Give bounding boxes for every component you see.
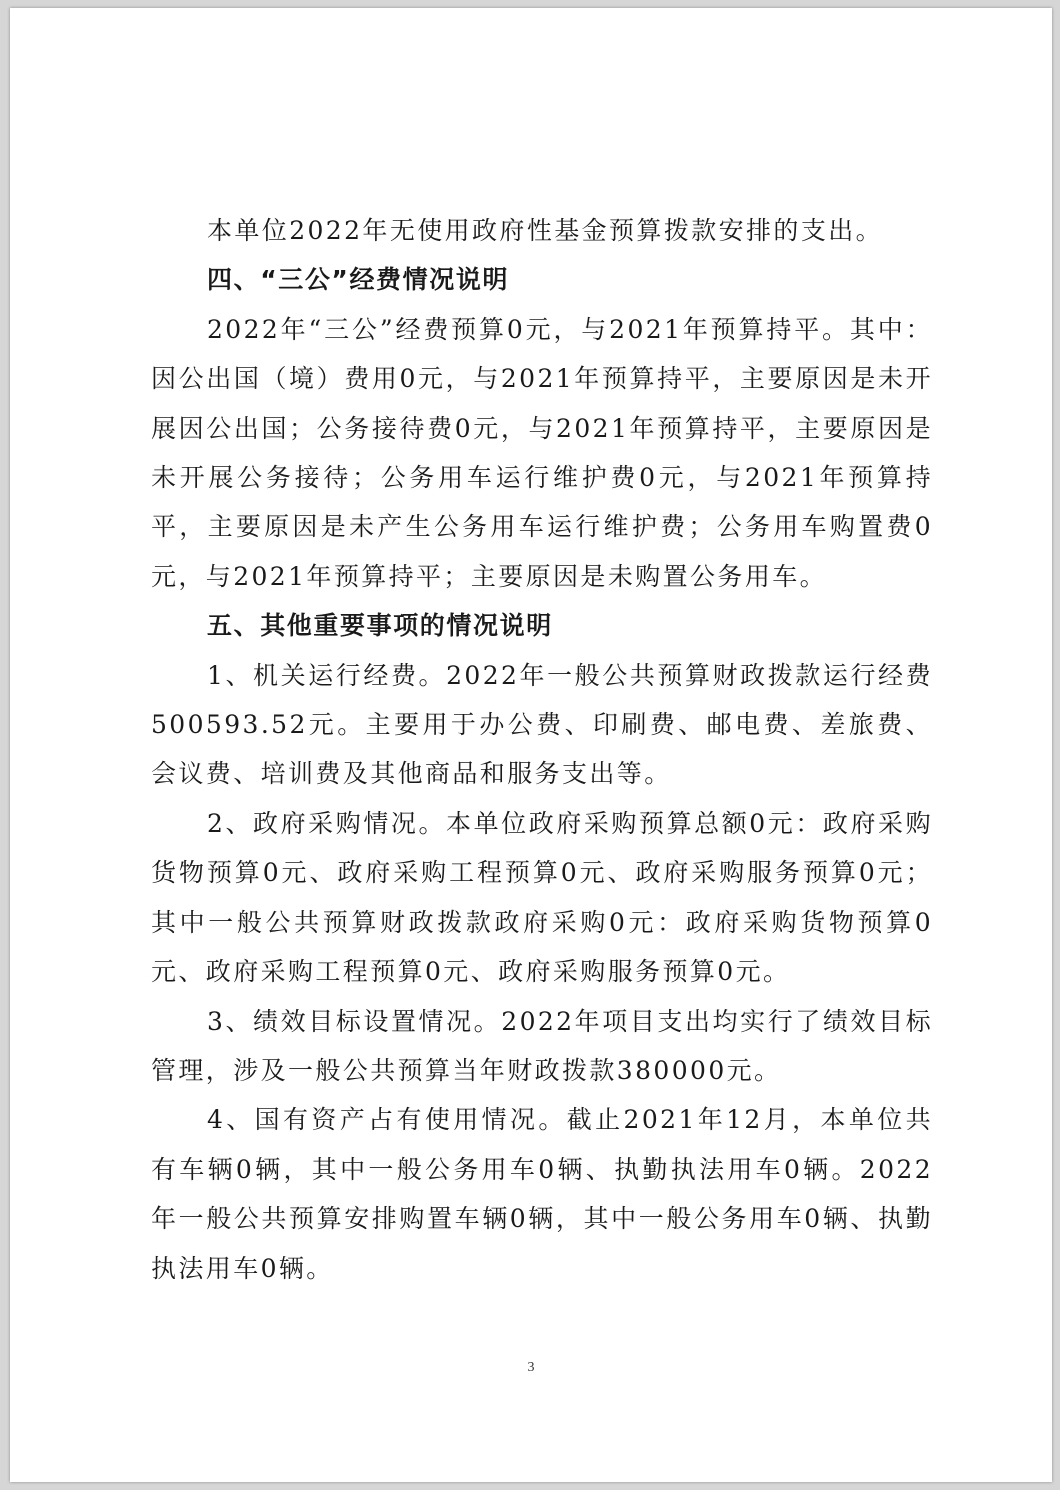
paragraph-no-fund-expenditure: 本单位2022年无使用政府性基金预算拨款安排的支出。 — [207, 216, 884, 245]
paragraph-operating-expenses: 1、机关运行经费。2022年一般公共预算财政拨款运行经费500593.52元。主要用于办公费、印刷费、邮电费、差旅费、会议费、培训费及其他商品和服务支出等。 — [151, 660, 933, 789]
paragraph-three-public-expenses: 2022年“三公”经费预算0元，与2021年预算持平。其中：因公出国（境）费用0元，与2021年预算持平，主要原因是未开展因公出国；公务接待费0元，与2021年预算持平，主要原因是未开展公务接待；公务用车运行维护费0元，与2021年预算持平，主要原因是未产生公务用车运行维护费；公务用车购置费0元，与2021年预算持平；主要原因是未购置公务用车。 — [151, 314, 933, 591]
paragraph-state-assets: 4、国有资产占有使用情况。截止2021年12月，本单位共有车辆0辆，其中一般公务用车0辆、执勤执法用车0辆。2022年一般公共预算安排购置车辆0辆，其中一般公务用车0辆、执勤执法用车0辆。 — [151, 1105, 933, 1283]
page-number: 3 — [527, 1360, 535, 1375]
section-heading-other-matters: 五、其他重要事项的情况说明 — [207, 611, 553, 641]
section-heading-three-public-expenses: 四、“三公”经费情况说明 — [207, 265, 510, 295]
paragraph-performance-targets: 3、绩效目标设置情况。2022年项目支出均实行了绩效目标管理，涉及一般公共预算当年财政拨款380000元。 — [151, 1006, 933, 1085]
paragraph-government-procurement: 2、政府采购情况。本单位政府采购预算总额0元：政府采购货物预算0元、政府采购工程预算0元、政府采购服务预算0元；其中一般公共预算财政拨款政府采购0元：政府采购货物预算0元、政府采购工程预算0元、政府采购服务预算0元。 — [151, 808, 933, 987]
document-page — [10, 8, 1052, 1482]
page-content — [151, 206, 933, 1293]
